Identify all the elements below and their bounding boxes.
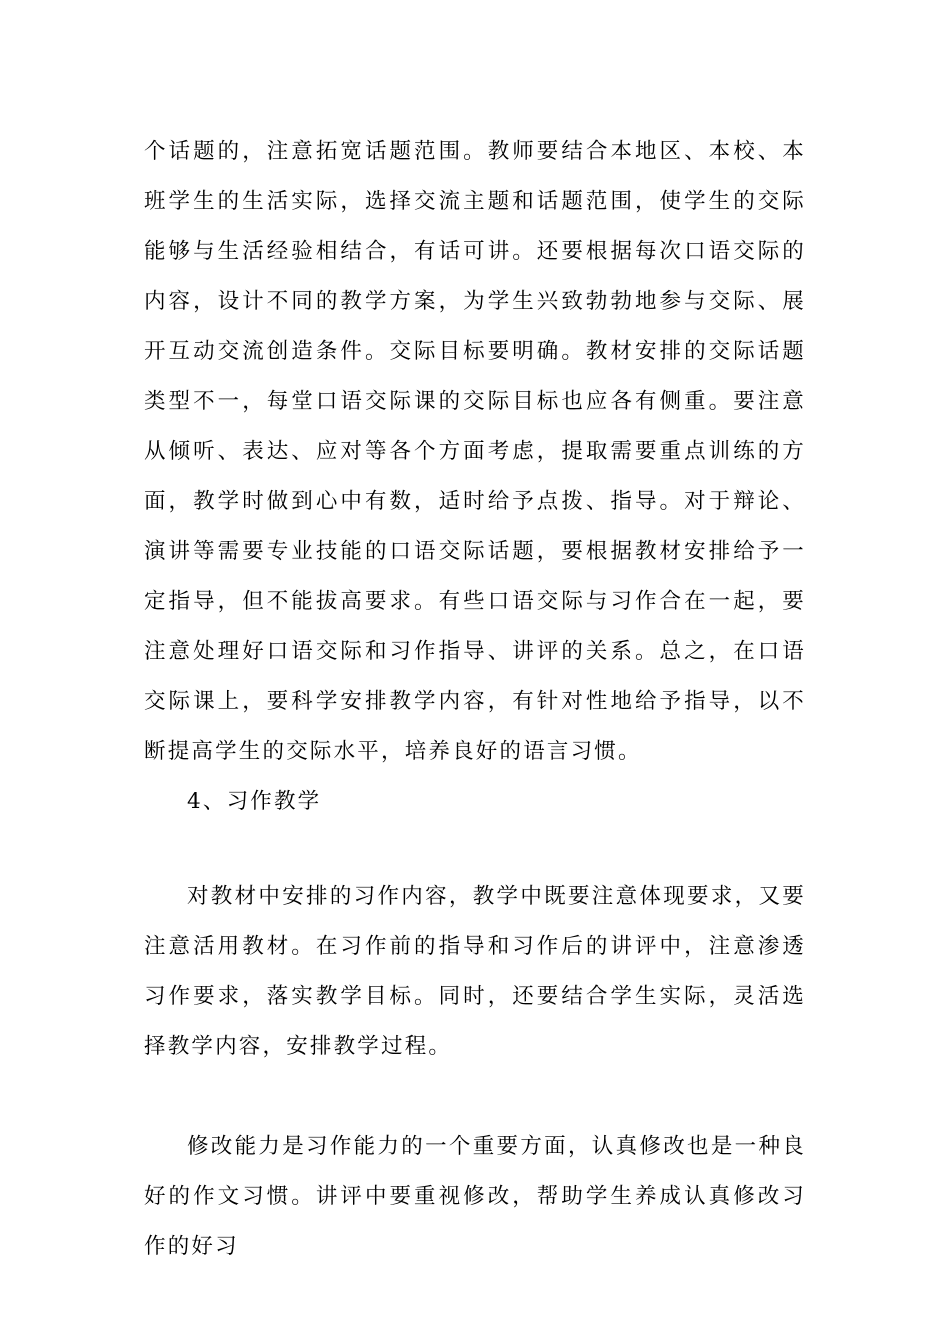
body-paragraph-oral-communication: 个话题的，注意拓宽话题范围。教师要结合本地区、本校、本班学生的生活实际，选择交流主题和话题范围，使学生的交际能够与生活经验相结合，有话可讲。还要根据每次口语交际的内容，设计不同的教学方案，为学生兴致勃勃地参与交际、展开互动交流创造条件。交际目标要明确。教材安排的交际话题类型不一，每堂口语交际课的交际目标也应各有侧重。要注意从倾听、表达、应对等各个方面考虑，提取需要重点训练的方面，教学时做到心中有数，适时给予点拨、指导。对于辩论、演讲等需要专业技能的口语交际话题，要根据教材安排给予一定指导，但不能拔高要求。有些口语交际与习作合在一起，要注意处理好口语交际和习作指导、讲评的关系。总之，在口语交际课上，要科学安排教学内容，有针对性地给予指导，以不断提高学生的交际水平，培养良好的语言习惯。 — [144, 139, 806, 764]
body-paragraph-revision: 修改能力是习作能力的一个重要方面，认真修改也是一种良好的作文习惯。讲评中要重视修改，帮助学生养成认真修改习作的好习 — [144, 1134, 806, 1259]
section-heading-writing-teaching: 4、习作教学 — [187, 789, 322, 814]
body-paragraph-writing-content: 对教材中安排的习作内容，教学中既要注意体现要求，又要注意活用教材。在习作前的指导和习作后的讲评中，注意渗透习作要求，落实教学目标。同时，还要结合学生实际，灵活选择教学内容，安排教学过程。 — [144, 884, 806, 1059]
